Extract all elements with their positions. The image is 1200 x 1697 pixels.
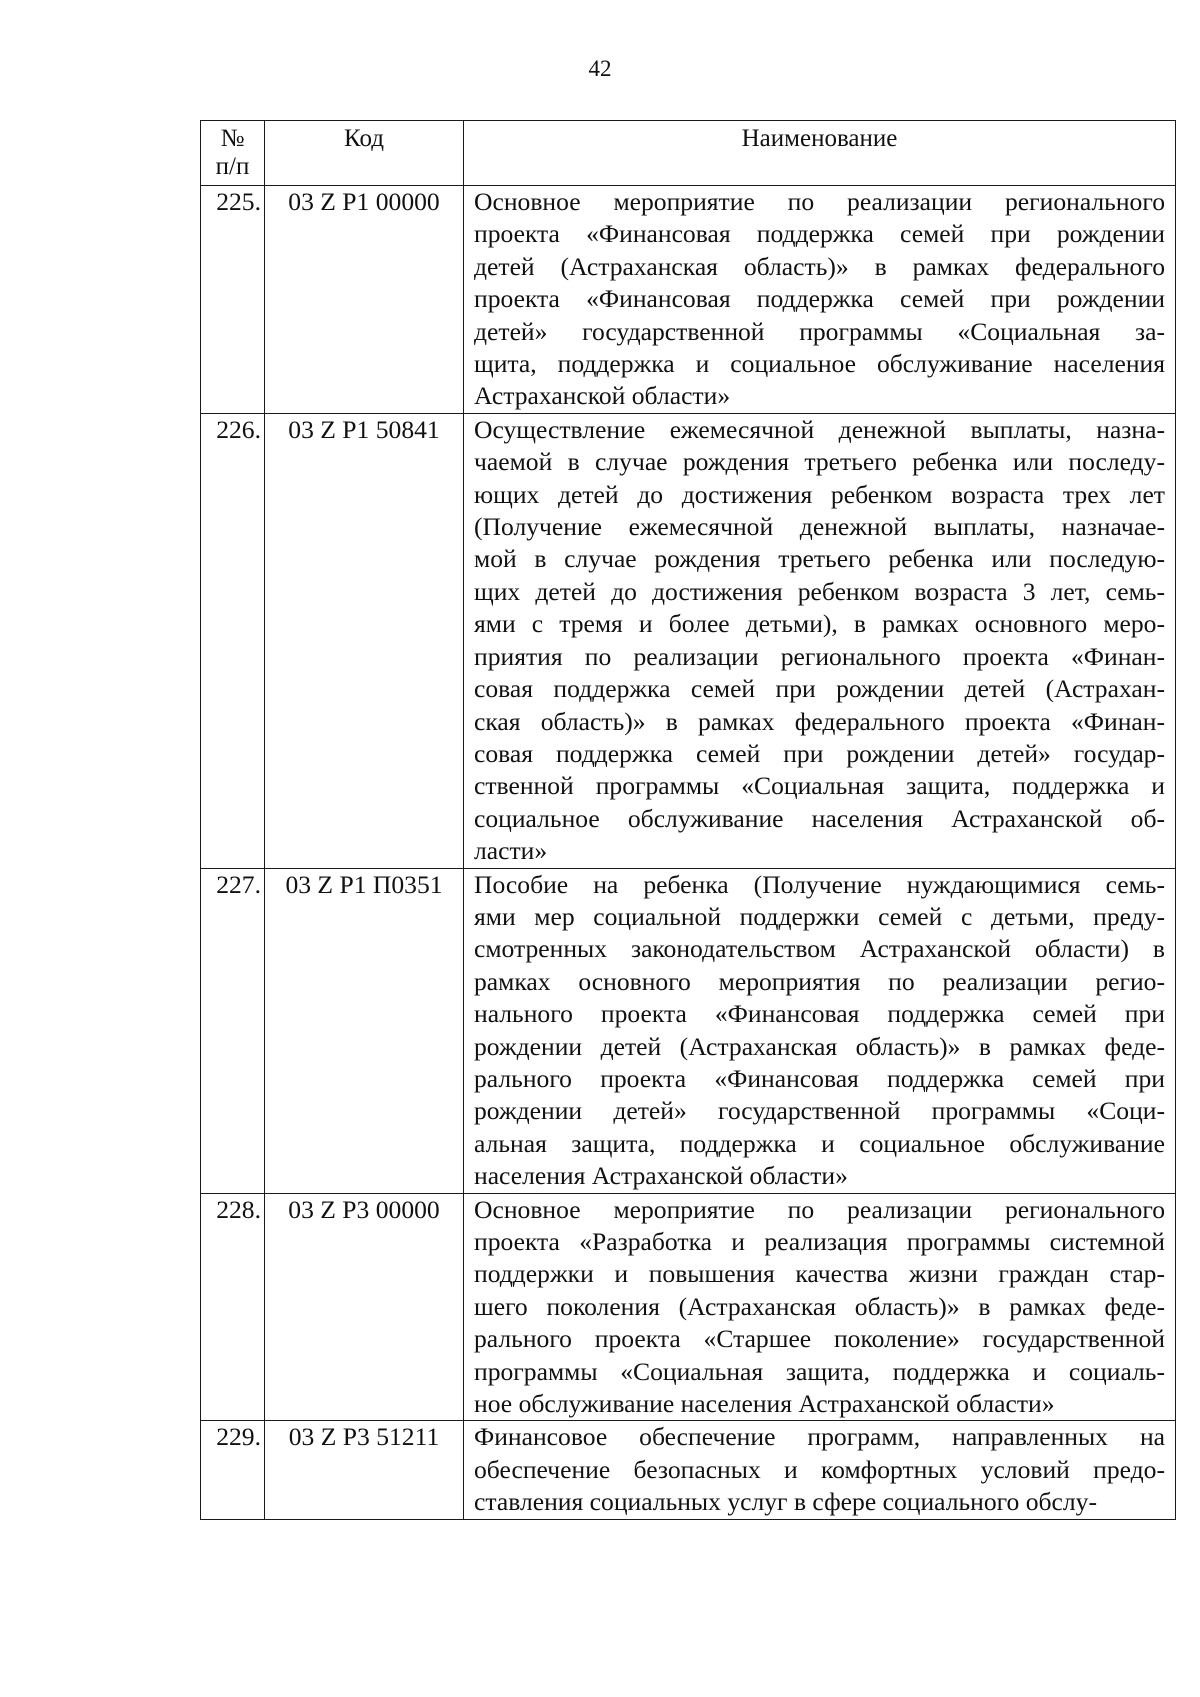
row-name-line: шего поколения (Астраханская область)» в рамках феде- (474, 1291, 1165, 1321)
row-name-line: ное обслуживание населения Астраханской области» (474, 1389, 1055, 1419)
row-name (464, 868, 1176, 1193)
row-name (464, 186, 1176, 414)
row-name-line: Основное мероприятие по реализации регионального (474, 1194, 1165, 1224)
row-name-line: социальное обслуживание населения Астраханской об- (474, 803, 1165, 833)
row-code: 03 Z P3 51211 (265, 1421, 464, 1519)
row-name-line: чаемой в случае рождения третьего ребенка или последу- (474, 447, 1165, 477)
row-name-line: рождении детей (Астраханская область)» в рамках феде- (474, 1031, 1165, 1061)
row-name-line: проекта «Финансовая поддержка семей при рождении (474, 219, 1165, 249)
row-name-line: совая поддержка семей при рождении детей (Астрахан- (474, 674, 1165, 704)
row-name-line: населения Астраханской области» (474, 1161, 848, 1191)
header-number-abbrev: п/п (215, 153, 250, 180)
row-name-line: детей» государственной программы «Социальная за- (474, 316, 1165, 346)
header-name: Наименование (464, 121, 1176, 186)
table-row (201, 1421, 1176, 1519)
row-name-line: ями мер социальной поддержки семей с детьми, преду- (474, 901, 1165, 931)
row-name-line: Пособие на ребенка (Получение нуждающимися семь- (474, 869, 1165, 899)
table-row (201, 186, 1176, 414)
table-row (201, 413, 1176, 868)
row-number: 228. (201, 1193, 265, 1421)
row-name-line: ставления социальных услуг в сфере социального обслу- (474, 1487, 1097, 1517)
row-code: 03 Z P1 П0351 (265, 868, 464, 1193)
row-name-line: рального проекта «Финансовая поддержка семей при (474, 1063, 1165, 1093)
row-name-line: рамках основного мероприятия по реализации регио- (474, 966, 1165, 996)
table-row (201, 1193, 1176, 1421)
row-code: 03 Z P1 50841 (265, 413, 464, 868)
row-number: 229. (201, 1421, 265, 1519)
row-code: 03 Z P1 00000 (265, 186, 464, 414)
row-name-line: смотренных законодательством Астраханской области) в (474, 934, 1165, 964)
table-body (201, 186, 1176, 1520)
header-number-sign: № (220, 125, 245, 152)
row-name-line: щита, поддержка и социальное обслуживание населения (474, 349, 1165, 379)
row-code: 03 Z P3 00000 (265, 1193, 464, 1421)
row-name (464, 413, 1176, 868)
header-code: Код (265, 121, 464, 186)
row-name-line: ская область)» в рамках федерального проекта «Финан- (474, 706, 1165, 736)
row-name-line: ласти» (474, 836, 548, 866)
row-name-line: ющих детей до достижения ребенком возраста трех лет (474, 479, 1165, 509)
row-number: 227. (201, 868, 265, 1193)
header-number (201, 121, 265, 186)
row-name-line: проекта «Финансовая поддержка семей при рождении (474, 284, 1165, 314)
row-name-line: (Получение ежемесячной денежной выплаты, назначае- (474, 512, 1165, 542)
row-name-line: рождении детей» государственной программы «Соци- (474, 1096, 1165, 1126)
row-name (464, 1421, 1176, 1519)
budget-classification-table (200, 120, 1176, 1520)
row-name-line: поддержки и повышения качества жизни граждан стар- (474, 1259, 1165, 1289)
row-number: 226. (201, 413, 265, 868)
row-name-line: совая поддержка семей при рождении детей» государ- (474, 738, 1165, 768)
row-name-line: Финансовое обеспечение программ, направленных на (474, 1422, 1165, 1452)
page-number: 42 (588, 56, 612, 81)
row-name-line: щих детей до достижения ребенком возраста 3 лет, семь- (474, 576, 1165, 606)
row-name-line: ственной программы «Социальная защита, поддержка и (474, 771, 1165, 801)
row-name-line: Основное мероприятие по реализации регионального (474, 187, 1165, 216)
row-name-line: детей (Астраханская область)» в рамках федерального (474, 251, 1165, 281)
row-name-line: нального проекта «Финансовая поддержка семей при (474, 999, 1165, 1029)
row-name-line: Осуществление ежемесячной денежной выплаты, назна- (474, 414, 1165, 444)
row-name-line: программы «Социальная защита, поддержка и социаль- (474, 1356, 1165, 1386)
table-header-row (201, 121, 1176, 186)
row-name-line: Астраханской области» (474, 381, 731, 411)
row-name-line: проекта «Разработка и реализация программы системной (474, 1227, 1165, 1256)
row-name-line: альная защита, поддержка и социальное обслуживание (474, 1128, 1165, 1158)
row-number: 225. (201, 186, 265, 414)
table-row (201, 868, 1176, 1193)
row-name-line: мой в случае рождения третьего ребенка или последую- (474, 544, 1165, 574)
row-name-line: рального проекта «Старшее поколение» государственной (474, 1324, 1165, 1354)
row-name-line: приятия по реализации регионального проекта «Финан- (474, 641, 1165, 671)
row-name-line: ями с тремя и более детьми), в рамках основного меро- (474, 609, 1165, 639)
row-name-line: обеспечение безопасных и комфортных условий предо- (474, 1454, 1165, 1484)
row-name (464, 1193, 1176, 1421)
